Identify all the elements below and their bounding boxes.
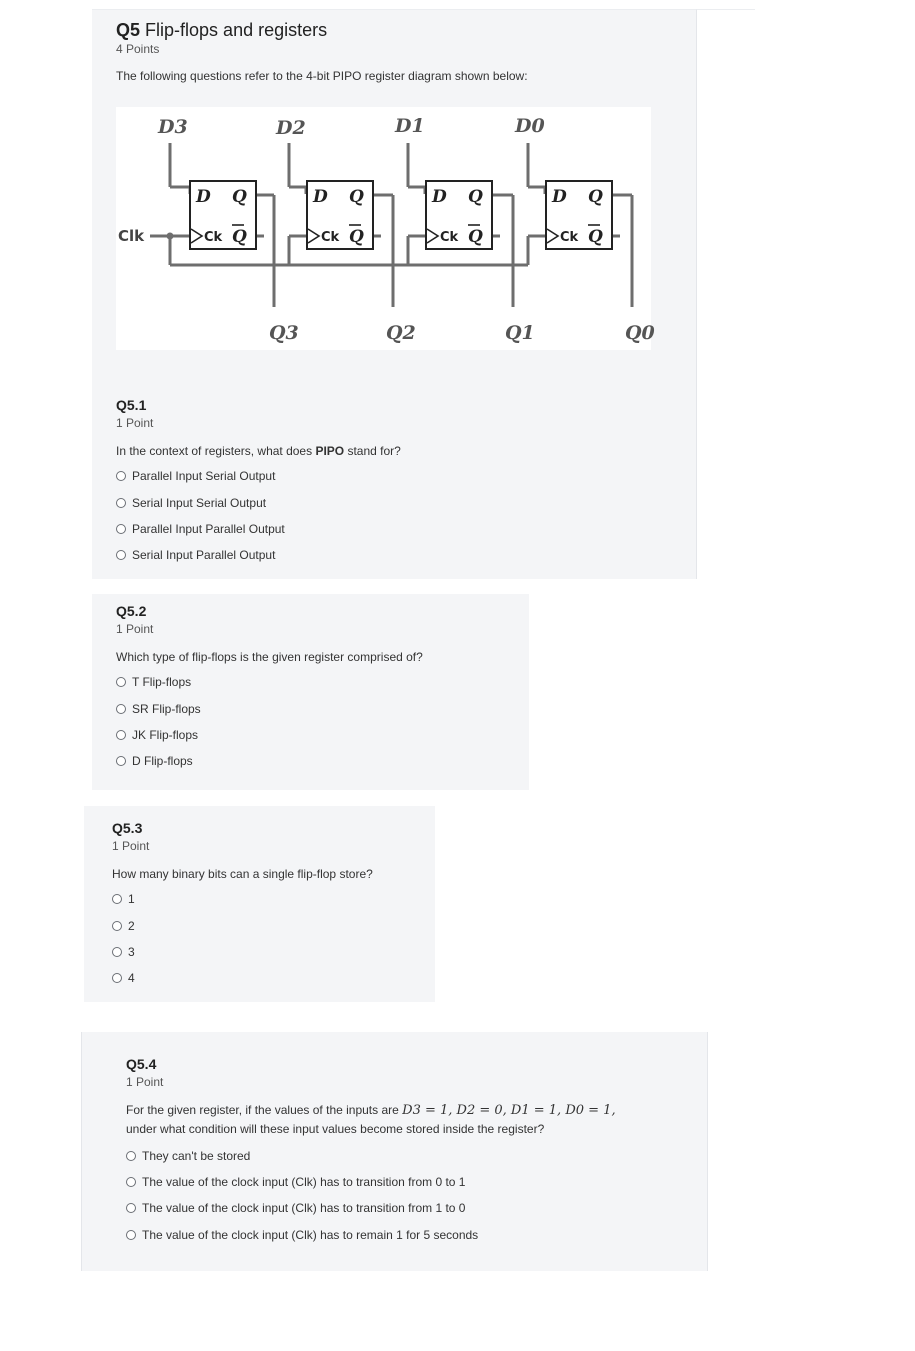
option-radio[interactable]: [126, 1228, 478, 1242]
radio-circle-icon[interactable]: [112, 947, 122, 957]
svg-text:Ck: Ck: [204, 230, 223, 245]
subquestion-points: 1 Point: [116, 622, 154, 636]
radio-circle-icon[interactable]: [116, 471, 126, 481]
option-label: 4: [128, 971, 135, 985]
option-radio[interactable]: [116, 469, 275, 483]
option-radio[interactable]: [116, 548, 275, 562]
svg-text:D: D: [196, 187, 211, 207]
radio-circle-icon[interactable]: [112, 973, 122, 983]
option-radio[interactable]: [112, 971, 135, 985]
radio-circle-icon[interactable]: [116, 704, 126, 714]
question-number: Q5: [116, 20, 141, 40]
option-label: The value of the clock input (Clk) has to transition from 0 to 1: [142, 1175, 466, 1189]
output-label-q1: Q1: [505, 322, 535, 344]
option-radio[interactable]: [116, 675, 191, 689]
svg-text:D: D: [432, 187, 447, 207]
subquestion-prompt: How many binary bits can a single flip-flop store?: [112, 867, 373, 881]
subquestion-points: 1 Point: [112, 839, 150, 853]
pipo-register-diagram: [116, 107, 655, 350]
svg-text:D: D: [313, 187, 328, 207]
option-radio[interactable]: [116, 754, 193, 768]
option-radio[interactable]: [112, 919, 135, 933]
subquestion-prompt: Which type of flip-flops is the given register comprised of?: [116, 650, 423, 664]
svg-text:Q: Q: [588, 187, 603, 207]
question-title: [116, 20, 327, 41]
input-label-d0: D0: [515, 115, 545, 137]
question-title-text: Flip-flops and registers: [145, 20, 328, 40]
radio-circle-icon[interactable]: [126, 1177, 136, 1187]
radio-circle-icon[interactable]: [126, 1203, 136, 1213]
clock-junction-dot: [167, 233, 174, 240]
option-radio[interactable]: [126, 1149, 250, 1163]
radio-circle-icon[interactable]: [112, 894, 122, 904]
svg-text:Ck: Ck: [440, 230, 459, 245]
subquestion-number: Q5.3: [112, 820, 143, 836]
radio-circle-icon[interactable]: [116, 756, 126, 766]
radio-circle-icon[interactable]: [116, 550, 126, 560]
radio-circle-icon[interactable]: [116, 677, 126, 687]
svg-text:Q: Q: [349, 227, 364, 247]
option-radio[interactable]: [116, 702, 201, 716]
svg-text:Q: Q: [468, 227, 483, 247]
input-label-d3: D3: [158, 116, 188, 138]
subquestion-points: 1 Point: [126, 1075, 164, 1089]
subquestion-prompt: In the context of registers, what does PIPO stand for?: [116, 444, 401, 458]
input-label-d2: D2: [276, 117, 306, 139]
radio-circle-icon[interactable]: [116, 498, 126, 508]
radio-circle-icon[interactable]: [112, 921, 122, 931]
radio-circle-icon[interactable]: [126, 1230, 136, 1240]
option-radio[interactable]: [116, 496, 266, 510]
option-label: The value of the clock input (Clk) has to transition from 1 to 0: [142, 1201, 466, 1215]
option-label: 2: [128, 919, 135, 933]
pipo-term: PIPO: [315, 444, 345, 458]
top-divider: [697, 9, 755, 10]
option-label: The value of the clock input (Clk) has to remain 1 for 5 seconds: [142, 1228, 479, 1242]
radio-circle-icon[interactable]: [126, 1151, 136, 1161]
option-label: D Flip-flops: [132, 754, 193, 768]
option-radio[interactable]: [126, 1201, 465, 1215]
input-label-d1: D1: [395, 115, 425, 137]
option-label: Serial Input Parallel Output: [132, 548, 276, 562]
subquestion-number: Q5.2: [116, 603, 147, 619]
option-label: Serial Input Serial Output: [132, 496, 267, 510]
subquestion-number: Q5.1: [116, 397, 147, 413]
output-label-q3: Q3: [269, 322, 299, 344]
radio-circle-icon[interactable]: [116, 730, 126, 740]
subquestion-prompt: For the given register, if the values of the inputs are D3 = 1, D2 = 0, D1 = 1, D0 = 1, under what condition will these input values become stored inside the register?: [126, 1103, 616, 1136]
radio-circle-icon[interactable]: [116, 524, 126, 534]
option-label: 3: [128, 945, 135, 959]
option-label: Parallel Input Parallel Output: [132, 522, 285, 536]
svg-text:Q: Q: [349, 187, 364, 207]
clock-label: Clk: [118, 227, 145, 245]
option-label: 1: [128, 892, 135, 906]
subquestion-number: Q5.4: [126, 1056, 157, 1072]
option-radio[interactable]: [126, 1175, 465, 1189]
svg-text:Q: Q: [468, 187, 483, 207]
question-points: 4 Points: [116, 42, 160, 56]
option-radio[interactable]: [112, 892, 135, 906]
option-radio[interactable]: [112, 945, 135, 959]
option-label: JK Flip-flops: [132, 728, 199, 742]
svg-text:D: D: [552, 187, 567, 207]
question-intro: The following questions refer to the 4-bit PIPO register diagram shown below:: [116, 69, 528, 83]
option-label: SR Flip-flops: [132, 702, 201, 716]
option-label: They can't be stored: [142, 1149, 251, 1163]
option-label: T Flip-flops: [132, 675, 192, 689]
svg-text:Q: Q: [588, 227, 603, 247]
svg-text:Q: Q: [232, 227, 247, 247]
option-radio[interactable]: [116, 728, 198, 742]
option-label: Parallel Input Serial Output: [132, 469, 276, 483]
subquestion-points: 1 Point: [116, 416, 154, 430]
svg-text:Ck: Ck: [321, 230, 340, 245]
output-label-q0: Q0: [625, 322, 655, 344]
output-label-q2: Q2: [386, 322, 416, 344]
svg-text:Ck: Ck: [560, 230, 579, 245]
option-radio[interactable]: [116, 522, 285, 536]
input-values-equation: D3 = 1, D2 = 0, D1 = 1, D0 = 1,: [402, 1103, 616, 1118]
svg-text:Q: Q: [232, 187, 247, 207]
